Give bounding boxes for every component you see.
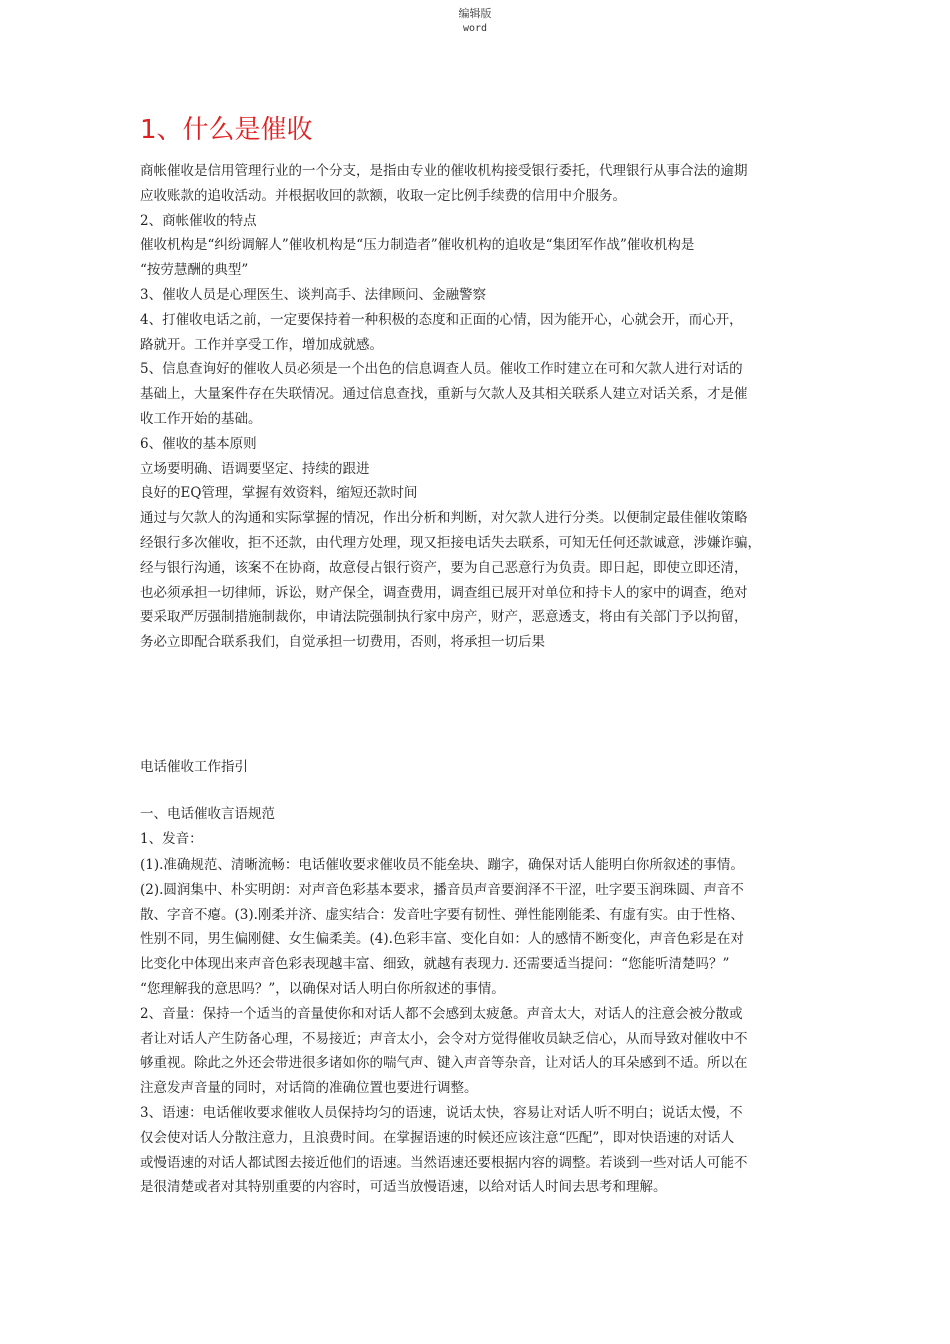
paragraph-line: 或慢语速的对话人都试图去接近他们的语速。当然语速还要根据内容的调整。若谈到一些对话人可能不 [140,1154,748,1171]
paragraph-line: 要采取严厉强制措施制裁你，申请法院强制执行家中房产，财产，恶意透支，将由有关部门予以拘留， [140,609,748,626]
paragraph-line: 务必立即配合联系我们，自觉承担一切费用，否则，将承担一切后果 [140,634,545,651]
paragraph-line: 催收机构是“纠纷调解人”催收机构是“压力制造者”催收机构的追收是“集团军作战”催收机构是 [140,237,695,254]
subheading-line: 一、电话催收言语规范 [140,806,275,822]
paragraph-line: 商帐催收是信用管理行业的一个分支，是指由专业的催收机构接受银行委托，代理银行从事合法的逾期 [140,163,748,179]
paragraph-line: 3、催收人员是心理医生、谈判高手、法律顾问、金融警察 [140,286,487,303]
paragraph-line: 良好的EQ管理，掌握有效资料，缩短还款时间 [140,485,418,502]
paragraph-line: 者让对话人产生防备心理，不易接近；声音太小，会令对方觉得催收员缺乏信心，从而导致对催收中不 [140,1030,748,1047]
paragraph-line: 注意发声音量的同时，对话筒的准确位置也要进行调整。 [140,1080,478,1097]
paragraph-line: (1).准确规范、清晰流畅：电话催收要求催收员不能垒块、蹦字，确保对话人能明白你所叙述的事情。 [140,857,744,873]
paragraph-line: 仅会使对话人分散注意力，且浪费时间。在掌握语速的时候还应该注意“匹配”，即对快语速的对话人 [140,1129,735,1146]
paragraph-line: “按劳慧酬的典型” [140,262,249,279]
paragraph-line: 也必须承担一切律师，诉讼，财产保全，调查费用，调查组已展开对单位和持卡人的家中的调查，绝对 [140,584,748,601]
paragraph-line: 立场要明确、语调要坚定、持续的跟进 [140,460,370,477]
guide-heading-text: 电话催收工作指引 [140,759,248,775]
paragraph-line: 6、催收的基本原则 [140,435,257,452]
paragraph-line: 比变化中体现出来声音色彩表现越丰富、细致，就越有表现力. 还需要适当提问：“您能听清楚吗？” [140,956,730,973]
guide-body [140,853,830,1200]
paragraph-line: 够重视。除此之外还会带进很多诸如你的喘气声、键入声音等杂音，让对话人的耳朵感到不适。所以在 [140,1055,748,1072]
paragraph-line: 通过与欠款人的沟通和实际掌握的情况，作出分析和判断，对欠款人进行分类。以便制定最佳催收策略 [140,510,748,527]
guide-heading [140,755,830,780]
header-format-label: word [462,23,488,34]
paragraph-line: 应收账款的追收活动。并根据收回的款额，收取一定比例手续费的信用中介服务。 [140,187,626,204]
paragraph-line: 路就开。工作并享受工作，增加成就感。 [140,336,383,353]
paragraph-line: 经与银行沟通，该案不在协商，故意侵占银行资产，要为自己恶意行为负责。即日起，即使立即还清， [140,559,748,576]
paragraph-line: 经银行多次催收，拒不还款，由代理方处理，现又拒接电话失去联系，可知无任何还款诚意，涉嫌诈骗， [140,534,761,551]
subheading-line: 1、发音： [140,830,203,847]
paragraph-line: 2、商帐催收的特点 [140,212,257,229]
paragraph-line: 是很清楚或者对其特别重要的内容时，可适当放慢语速，以给对话人时间去思考和理解。 [140,1179,667,1196]
paragraph-line: 2、音量：保持一个适当的音量使你和对话人都不会感到太疲惫。声音太大，对话人的注意会被分散或 [140,1005,743,1022]
paragraph-line: 收工作开始的基础。 [140,410,262,427]
paragraph-line: 散、字音不瘪。(3).刚柔并济、虚实结合：发音吐字要有韧性、弹性能刚能柔、有虚有实。由于性格、 [140,906,744,923]
paragraph-line: 3、语速：电话催收要求催收人员保持均匀的语速，说话太快，容易让对话人听不明白；说话太慢，不 [140,1104,743,1121]
paragraph-line: 5、信息查询好的催收人员必须是一个出色的信息调查人员。催收工作时建立在可和欠款人进行对话的 [140,361,743,378]
paragraph-line: 基础上，大量案件存在失联情况。通过信息查找，重新与欠款人及其相关联系人建立对话关系，才是催 [140,386,748,403]
section-title: 1、什么是催收 [140,115,313,145]
section1-body [140,159,830,655]
header-edition-label: 编辑版 [458,7,492,20]
paragraph-line: “您理解我的意思吗？”，以确保对话人明白你所叙述的事情。 [140,980,505,997]
paragraph-line: 性别不同，男生偏刚健、女生偏柔美。(4).色彩丰富、变化自如：人的感情不断变化，声音色彩是在对 [140,931,744,948]
paragraph-line: 4、打催收电话之前，一定要保持着一种积极的态度和正面的心情，因为能开心，心就会开，而心开， [140,311,743,328]
guide-subheadings [140,802,830,852]
page-header [0,6,950,36]
paragraph-line: (2).圆润集中、朴实明朗：对声音色彩基本要求，播音员声音要润泽不干涩，吐字要玉润珠圆、声音不 [140,881,744,898]
